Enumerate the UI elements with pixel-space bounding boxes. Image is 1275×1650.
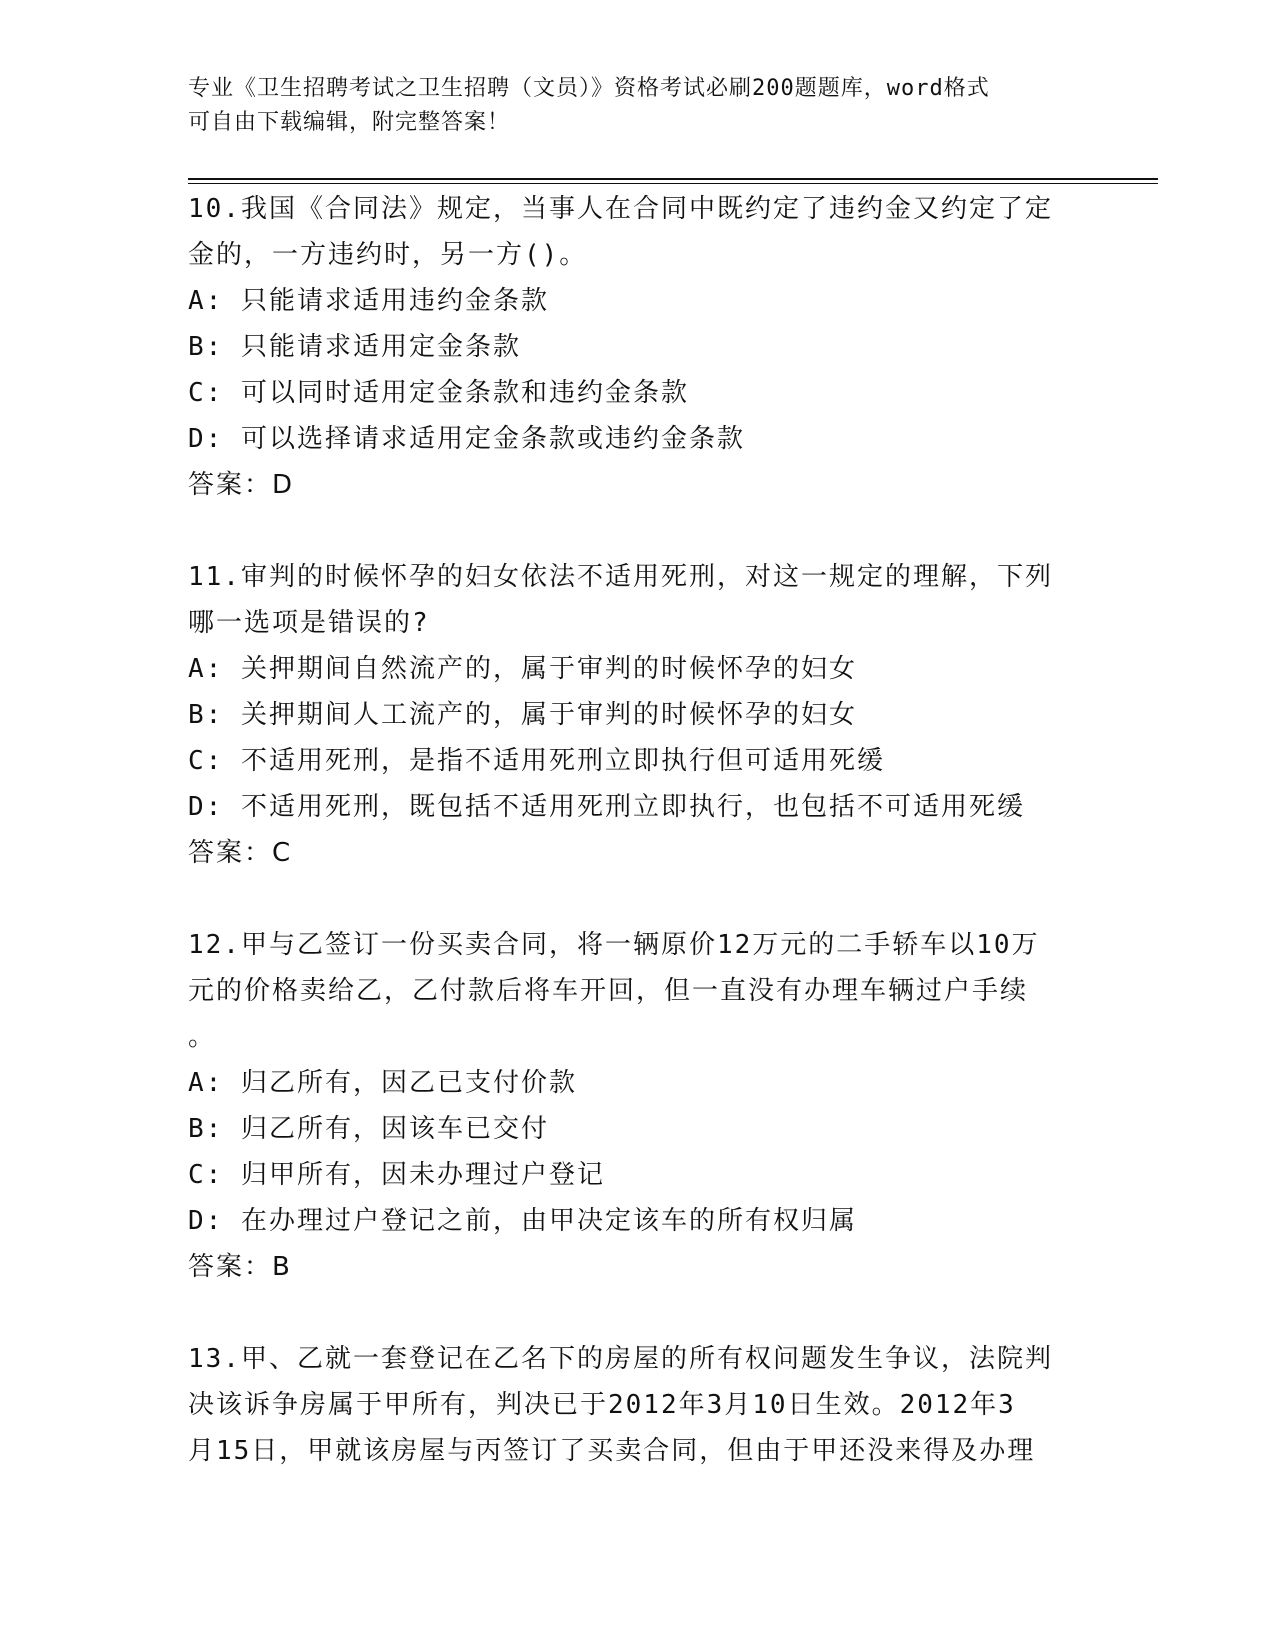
stem-line: 10.我国《合同法》规定，当事人在合同中既约定了违约金又约定了定 <box>188 194 1053 224</box>
option-a: A: 归乙所有，因乙已支付价款 <box>188 1068 577 1098</box>
stem-line: 月15日，甲就该房屋与丙签订了买卖合同，但由于甲还没来得及办理 <box>188 1436 1036 1466</box>
option-b: B: 关押期间人工流产的，属于审判的时候怀孕的妇女 <box>188 700 857 730</box>
option-c: C: 可以同时适用定金条款和违约金条款 <box>188 378 689 408</box>
stem-line: 。 <box>188 1022 217 1052</box>
stem-line: 哪一选项是错误的? <box>188 608 430 638</box>
header-divider-thick <box>188 178 1158 180</box>
spacer <box>188 508 1088 554</box>
header-line-2: 可自由下载编辑，附完整答案！ <box>188 110 511 135</box>
stem-line: 金的，一方违约时，另一方()。 <box>188 240 588 270</box>
option-d: D: 在办理过户登记之前，由甲决定该车的所有权归属 <box>188 1206 857 1236</box>
stem-line: 元的价格卖给乙，乙付款后将车开回，但一直没有办理车辆过户手续 <box>188 976 1029 1006</box>
option-a: A: 只能请求适用违约金条款 <box>188 286 549 316</box>
option-d: D: 可以选择请求适用定金条款或违约金条款 <box>188 424 745 454</box>
question-list <box>188 186 1088 1474</box>
question-stem <box>188 922 1088 1060</box>
spacer <box>188 876 1088 922</box>
stem-line: 13.甲、乙就一套登记在乙名下的房屋的所有权问题发生争议，法院判 <box>188 1344 1053 1374</box>
answer: 答案：D <box>188 470 295 500</box>
question-13 <box>188 1336 1088 1474</box>
question-stem <box>188 186 1088 278</box>
question-stem <box>188 1336 1088 1474</box>
option-c: C: 归甲所有，因未办理过户登记 <box>188 1160 605 1190</box>
answer: 答案：C <box>188 838 293 868</box>
header-line-1: 专业《卫生招聘考试之卫生招聘（文员）》资格考试必刷200题题库，word格式 <box>188 76 990 101</box>
question-stem <box>188 554 1088 646</box>
option-a: A: 关押期间自然流产的，属于审判的时候怀孕的妇女 <box>188 654 857 684</box>
stem-line: 12.甲与乙签订一份买卖合同，将一辆原价12万元的二手轿车以10万 <box>188 930 1040 960</box>
option-d: D: 不适用死刑，既包括不适用死刑立即执行，也包括不可适用死缓 <box>188 792 1025 822</box>
spacer <box>188 1290 1088 1336</box>
option-b: B: 只能请求适用定金条款 <box>188 332 521 362</box>
header-divider-thin <box>188 183 1158 184</box>
page-header <box>188 72 1068 140</box>
question-10 <box>188 186 1088 508</box>
stem-line: 11.审判的时候怀孕的妇女依法不适用死刑，对这一规定的理解，下列 <box>188 562 1053 592</box>
stem-line: 决该诉争房属于甲所有，判决已于2012年3月10日生效。2012年3 <box>188 1390 1016 1420</box>
question-12 <box>188 922 1088 1290</box>
question-11 <box>188 554 1088 876</box>
option-c: C: 不适用死刑，是指不适用死刑立即执行但可适用死缓 <box>188 746 885 776</box>
answer: 答案：B <box>188 1252 292 1282</box>
option-b: B: 归乙所有，因该车已交付 <box>188 1114 549 1144</box>
